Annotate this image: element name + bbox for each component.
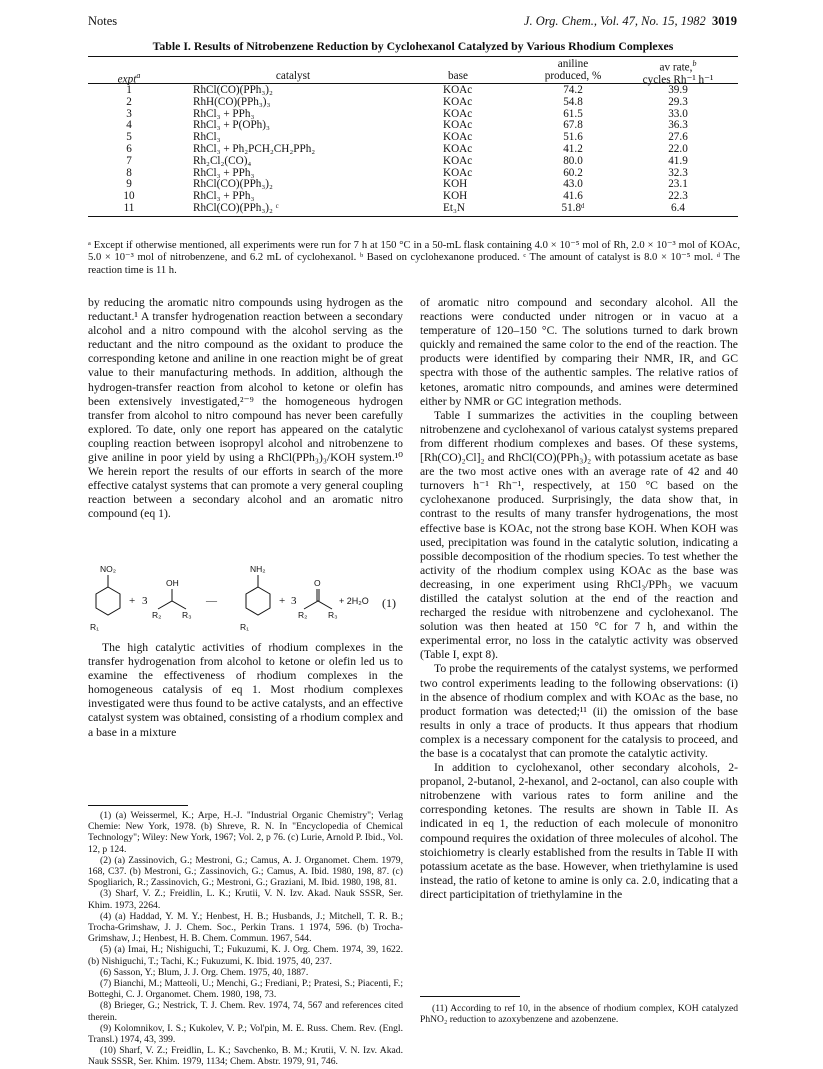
cell-catalyst: RhCl(CO)(PPh₃)₂: [193, 178, 273, 191]
left-column: [88, 296, 403, 522]
cell-rate: 22.3: [668, 190, 688, 203]
cell-catalyst: RhCl(CO)(PPh₃)₂ ᶜ: [193, 201, 279, 214]
alcohol-skeleton: [158, 601, 186, 609]
reference-item: (8) Brieger, G.; Nestrick, T. J. Chem. Rev. 1974, 74, 567 and references cited therein.: [88, 1000, 403, 1023]
table-bottom-rule: [88, 216, 738, 217]
header-aniline: aniline produced, %: [544, 58, 602, 82]
cell-aniline: 61.5: [563, 107, 583, 120]
r2-label-left: R₂: [152, 610, 162, 620]
journal-citation: [524, 14, 737, 29]
cell-expt: 11: [123, 201, 135, 214]
cell-base: KOH: [443, 178, 468, 191]
cell-expt: 10: [123, 190, 135, 203]
section-label: Notes: [88, 14, 118, 28]
paragraph-control-experiments: To probe the requirements of the catalyst systems, we performed two control experiments leading to the following observations: (i) in the absence of rhodium complex and with KOAc as the base, no product formation was detected;¹¹ (ii) the omission of the base results in only a trace of products. It thus appears that rhodium complex is a necessary component for the catalysis to proceed, and the base is a cocatalyst that can promote the catalytic activity.: [420, 662, 738, 760]
left-column-continued: [88, 641, 403, 740]
cell-aniline: 74.2: [563, 84, 583, 96]
table-row: [88, 132, 738, 144]
r3-label-left: R₃: [182, 610, 192, 620]
cell-expt: 3: [126, 107, 132, 120]
table-row: [88, 168, 738, 180]
cell-expt: 7: [126, 154, 132, 167]
reaction-arrow: —: [206, 595, 217, 607]
cell-catalyst: RhCl₃ + P(OPh)₃: [193, 119, 270, 132]
plus-sign-left: +: [129, 595, 136, 607]
references-separator: [88, 805, 188, 806]
reference-item: (4) (a) Haddad, Y. M. Y.; Henbest, H. B.; Husbands, J.; Mitchell, T. R. B.; Trocha-Grimshaw, J. J. Chem. Soc., Perkin Trans. 1 1974, 596. (b) Trocha-Grimshaw, J.; Henbest, H. B. Chem. Commun. 1967, 544.: [88, 910, 403, 945]
cell-base: KOAc: [443, 142, 473, 155]
cell-base: KOAc: [443, 131, 473, 144]
r2-label-right: R₂: [298, 610, 308, 620]
cell-catalyst: RhCl₃: [193, 131, 221, 144]
cell-catalyst: RhH(CO)(PPh₃)₃: [193, 95, 271, 108]
cell-catalyst: RhCl(CO)(PPh₃)₂: [193, 84, 273, 96]
r3-label-right: R₃: [328, 610, 338, 620]
right-column: [420, 296, 738, 902]
reference-item: (3) Sharf, V. Z.; Freidlin, L. K.; Krutii, V. N. Izv. Akad. Nauk SSSR, Ser. Khim. 1973, 2264.: [88, 888, 403, 911]
cell-catalyst: RhCl₃ + PPh₃: [193, 107, 255, 120]
table-row: [88, 203, 738, 215]
footnote-separator: [420, 996, 520, 997]
cell-rate: 22.0: [668, 142, 688, 155]
hydroxyl-label: OH: [166, 578, 179, 588]
cell-catalyst: Rh₂Cl₂(CO)₄: [193, 154, 252, 167]
reaction-equation: [88, 563, 403, 633]
nitro-label: NO₂: [100, 564, 117, 574]
water-label: + 2H₂O: [339, 596, 369, 606]
cell-base: KOAc: [443, 95, 473, 108]
cell-rate: 33.0: [668, 107, 688, 120]
cell-base: Et₃N: [443, 201, 465, 214]
cell-aniline: 41.2: [563, 142, 583, 155]
reference-item: (1) (a) Weissermel, K.; Arpe, H.-J. "Industrial Organic Chemistry"; Verlag Chemie: New York, 1978. (b) Shreve, R. N. In "Encyclopedia of Chemical Technology"; Wiley: New York, 1967; Vol. 2, p 76. (c) Lurie, Arnold P. Ibid., Vol. 12, p 124.: [88, 810, 403, 855]
amino-label: NH₂: [250, 564, 266, 574]
running-header: [88, 14, 737, 32]
reference-item: (6) Sasson, Y.; Blum, J. J. Org. Chem. 1975, 40, 1887.: [100, 966, 309, 978]
cell-base: KOH: [443, 190, 468, 203]
cell-catalyst: RhCl₃ + PPh₃: [193, 190, 255, 203]
ketone-skeleton: [304, 601, 332, 609]
benzene-ring-right: [246, 587, 270, 615]
journal-name: J. Org. Chem., Vol. 47, No. 15, 1982: [523, 14, 706, 28]
cell-rate: 27.6: [668, 131, 688, 144]
cell-rate: 39.9: [668, 84, 688, 96]
cell-expt: 4: [126, 119, 132, 132]
header-base: base: [448, 70, 468, 82]
references-list: [88, 810, 403, 1068]
cell-base: KOAc: [443, 154, 473, 167]
cell-aniline: 67.8: [563, 119, 583, 132]
cell-rate: 29.3: [668, 95, 688, 108]
table-row: [88, 97, 738, 109]
header-catalyst: catalyst: [275, 70, 311, 82]
paragraph-other-alcohols: In addition to cyclohexanol, other secondary alcohols, 2-propanol, 2-butanol, 2-hexanol, and 2-octanol, can also couple with nitrobenzene with various rates to form aniline and the corresponding ketones. The results are shown in Table II. As indicated in eq 1, the reduction of each molecule of mononitro compound requires the oxidation of three molecules of alcohol. The stoichiometry is clearly established from the results in Table II with potassium acetate as the base. However, when triethylamine is used instead, the ratio of ketone to amine is only ca. 2.0, indicating that a direct participitation of triethylamine in the: [420, 761, 738, 901]
r1-label-left: R₁: [90, 622, 100, 632]
cell-expt: 8: [126, 166, 132, 179]
equation-number: (1): [382, 596, 396, 610]
table-caption: Table I. Results of Nitrobenzene Reduction by Cyclohexanol Catalyzed by Various Rhodium Complexes: [152, 39, 674, 53]
cell-base: KOAc: [443, 84, 473, 96]
cell-expt: 5: [126, 131, 132, 144]
table-body: [88, 84, 738, 215]
reference-item: (9) Kolomnikov, I. S.; Kukolev, V. P.; Vol'pin, M. E. Russ. Chem. Rev. (Engl. Transl.) 1974, 43, 399.: [88, 1022, 403, 1046]
paragraph-intro: by reducing the aromatic nitro compounds using hydrogen as the reductant.¹ A transfer hydrogenation reaction between a secondary alcohol and a nitro compound with the alcohol serving as the reductant and the nitro compound as the oxidant to produce the corresponding ketone and aniline in one reaction might be of great value to their manufacturing methods. In addition, although the hydrogen-transfer reaction from alcohol to ketone or olefin has been extensively investigated,²⁻⁹ the homogeneous hydrogen transfer from alcohol to nitro compound has never been carefully explored. To date, only one report has appeared on the catalytic coupling reaction between isopropyl alcohol and nitrobenzene to give aniline in poor yield by using a RhCl(PPh₃)₃/KOH system.¹⁰ We herein report the results of our efforts in search of the more effective catalyst systems that can promote a very general coupling reaction between a secondary alcohol and an aromatic nitro compound (eq 1).: [88, 296, 403, 521]
plus-sign-right: +: [279, 595, 286, 607]
table-footnotes: ᵃ Except if otherwise mentioned, all experiments were run for 7 h at 150 °C in a 50-mL flask containing 4.0 × 10⁻⁵ mol of Rh, 2.0 × 10⁻³ mol of KOAc, 5.0 × 10⁻³ mol of nitrobenzene, and 6.2 mL of cyclohexanol. ᵇ Based on cyclohexanone produced. ᶜ The amount of catalyst is 8.0 × 10⁻⁵ mol. ᵈ The reaction time is 11 h.: [88, 240, 740, 276]
reference-item: (10) Sharf, V. Z.; Freidlin, L. K.; Savchenko, B. M.; Krutii, V. N. Izv. Akad. Nauk SSSR, Ser. Khim. 1979, 1134; Chem. Abstr. 1979, 91, 746.: [88, 1045, 403, 1068]
cell-rate: 41.9: [668, 154, 688, 167]
footnote-11: [420, 1003, 738, 1025]
cell-expt: 1: [126, 84, 132, 96]
cell-aniline: 41.6: [563, 190, 583, 203]
cell-catalyst: RhCl₃ + Ph₂PCH₂CH₂PPh₂: [193, 142, 316, 155]
r1-label-right: R₁: [240, 622, 250, 632]
table-row: [88, 109, 738, 121]
table-header: [88, 57, 738, 86]
cell-rate: 36.3: [668, 119, 688, 132]
coefficient-left: 3: [142, 595, 148, 607]
cell-rate: 23.1: [668, 178, 688, 191]
benzene-ring-left: [96, 587, 120, 615]
cell-expt: 6: [126, 142, 132, 155]
cell-aniline: 51.8ᵈ: [561, 201, 585, 214]
reference-item: (2) (a) Zassinovich, G.; Mestroni, G.; Camus, A. J. Organomet. Chem. 1979, 168, C37. (b) Mestroni, G.; Zassinovich, G.; Camus, A. Ibid. 1980, 198, 87. (c) Spogliarich, R.; Zassinovich, G.; Mestroni, G.; Graziani, M. Ibid. 1980, 198, 81.: [88, 854, 403, 889]
cell-aniline: 43.0: [563, 178, 583, 191]
cell-aniline: 51.6: [563, 131, 583, 144]
header-rate: av rate,$^b$ cycles Rh⁻¹ h⁻¹: [642, 59, 714, 86]
reference-item: (7) Bianchi, M.; Matteoli, U.; Menchi, G.; Frediani, P.; Pratesi, S.; Piacenti, F.; Botteghi, C. J. Organomet. Chem. 1980, 198, 73.: [88, 978, 403, 1001]
carbonyl-label: O: [314, 578, 321, 588]
table-row: [88, 144, 738, 156]
cell-catalyst: RhCl₃ + PPh₃: [193, 166, 255, 179]
footnote-text: (11) According to ref 10, in the absence of rhodium complex, KOH catalyzed PhNO₂ reduction to azoxybenzene and azobenzene.: [420, 1003, 738, 1026]
table-row: [88, 120, 738, 132]
paragraph-rhodium: The high catalytic activities of rhodium complexes in the transfer hydrogenation from alcohol to ketone or olefin led us to examine the effectiveness of rhodium complexes in the homogeneous catalysis of eq 1. Most rhodium complexes investigated were thus found to be active catalysts, and an effective catalyst system was obtained, consisting of a rhodium complex and a base in a mixture: [88, 641, 403, 739]
table-row: [88, 191, 738, 203]
page-number: 3019: [712, 14, 737, 28]
results-table: [88, 56, 738, 217]
table-row: [88, 179, 738, 191]
cell-base: KOAc: [443, 119, 473, 132]
cell-aniline: 60.2: [563, 166, 583, 179]
table-row: [88, 85, 738, 97]
cell-rate: 32.3: [668, 166, 688, 179]
reference-item: (5) (a) Imai, H.; Nishiguchi, T.; Fukuzumi, K. J. Org. Chem. 1974, 39, 1622. (b) Nishiguchi, T.; Tachi, K.; Fukuzumi, K. Ibid. 1975, 40, 237.: [88, 944, 403, 967]
header-expt: expt$^a$: [117, 71, 141, 86]
cell-aniline: 54.8: [563, 95, 583, 108]
cell-base: KOAc: [443, 107, 473, 120]
cell-expt: 9: [126, 178, 132, 191]
cell-rate: 6.4: [671, 201, 685, 214]
cell-base: KOAc: [443, 166, 473, 179]
paragraph-table-summary: Table I summarizes the activities in the coupling between nitrobenzene and cyclohexanol of various catalyst systems prepared from different rhodium complexes and bases. Of these systems, [Rh(CO)₂Cl]₂ and RhCl(CO)(PPh₃)₂ with potassium acetate as base are the two most active ones with an average rate of 42 and 40 turnovers h⁻¹ Rh⁻¹, respectively, at 150 °C based on the cyclohexanone produced. Surprisingly, the data show that, in contrast to the results of many transfer hydrogenations, the most effective base is KOAc, not the strong base KOH. When KOH was used, precipitation was found in the catalytic solution, indicating a possible decomposition of the rhodium species. To test whether the activity of the rhodium complex using KOAc as the base was decreasing, in one experiment using RhCl₃/PPh₃ we vacuum distilled the catalyst solution at the end of the reaction and recharged the residue with nitrobenzene and cyclohexanol. The solution was then heated at 150 °C for 7 h, and within the experimental error, no loss in the catalytic activity was observed (Table I, expt 8).: [420, 408, 738, 662]
table-row: [88, 156, 738, 168]
paragraph-conditions: of aromatic nitro compound and secondary alcohol. All the reactions were conducted under nitrogen or in vacuo at a temperature of 120–150 °C. The solutions turned to dark brown quickly and remained the same color to the end of the reaction. The products were identified by comparing their NMR, IR, and GC spectra with those of the authentic samples. The relative ratios of ketones, aromatic nitro compounds, and amines were determined either by NMR or GC integration methods.: [420, 296, 738, 408]
cell-aniline: 80.0: [563, 154, 583, 167]
coefficient-right: 3: [291, 595, 297, 607]
cell-expt: 2: [126, 95, 132, 108]
